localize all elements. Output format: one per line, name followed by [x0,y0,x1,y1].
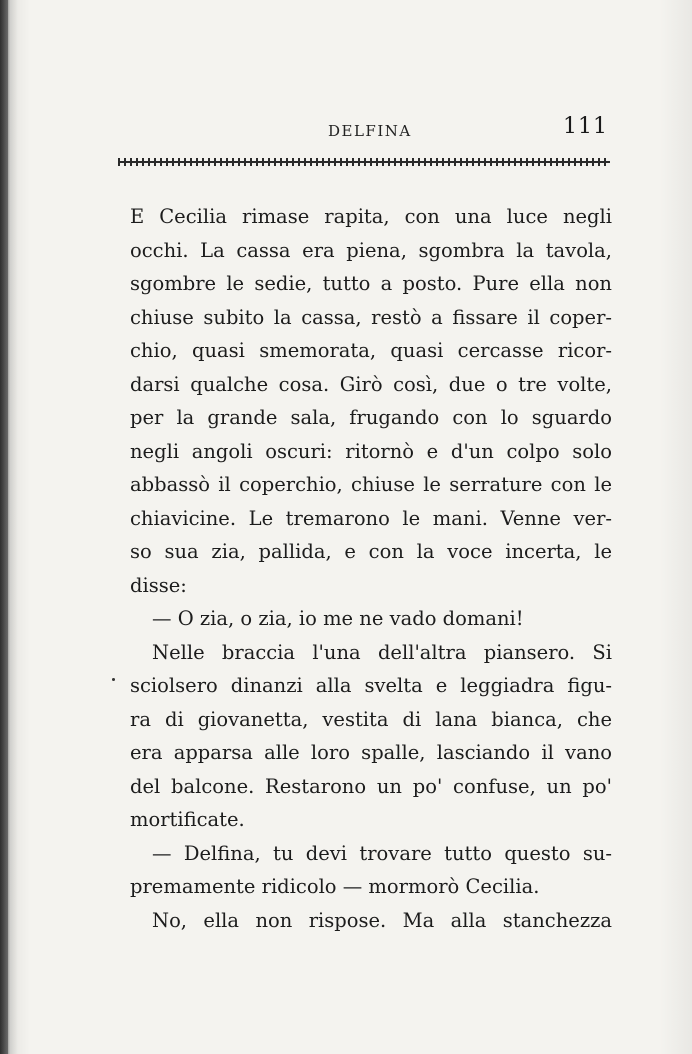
text-line: era apparsa alle loro spalle, lasciando il vano [130,741,612,764]
text-line: chio, quasi smemorata, quasi cercasse ricor- [130,339,612,362]
page-number: 111 [563,114,608,139]
text-line: per la grande sala, frugando con lo sguardo [130,406,612,429]
text-line: so sua zia, pallida, e con la voce incerta, le [130,540,612,563]
text-line: del balcone. Restarono un po' confuse, un po' [130,774,612,798]
text-line-dialogue: — Delfina, tu devi trovare tutto questo su- [152,841,612,865]
text-line: chiuse subito la cassa, restò a fissare il coper- [130,305,612,329]
text-line: occhi. La cassa era piena, sgombra la tavola, [130,238,612,262]
text-line: darsi qualche cosa. Girò così, due o tre volte, [130,372,612,396]
text-line: sgombre le sedie, tutto a posto. Pure ella non [130,272,612,295]
running-title: DELFINA [328,122,412,140]
text-line: premamente ridicolo — mormorò Cecilia. [130,875,540,898]
text-line: ra di giovanetta, vestita di lana bianca, che [130,707,612,731]
text-line-dialogue: — O zia, o zia, io me ne vado domani! [152,607,524,630]
text-line: E Cecilia rimase rapita, con una luce negli [130,205,612,228]
text-line: abbassò il coperchio, chiuse le serrature con le [130,473,612,496]
ink-speck [112,678,115,681]
page-header [118,112,612,152]
text-line: sciolsero dinanzi alla svelta e leggiadra figu- [130,674,612,697]
text-line: negli angoli oscuri: ritornò e d'un colpo solo [130,439,612,463]
text-line-paragraph-start: No, ella non rispose. Ma alla stanchezza [152,908,612,932]
body-text [130,200,612,937]
text-line-paragraph-start: Nelle braccia l'una dell'altra piansero. Si [152,640,612,664]
book-spine-edge [0,0,8,1054]
text-line: chiavicine. Le tremarono le mani. Venne ver- [130,506,612,530]
text-line: disse: [130,573,187,597]
ornamental-rule [118,158,610,166]
text-line: mortificate. [130,808,245,831]
